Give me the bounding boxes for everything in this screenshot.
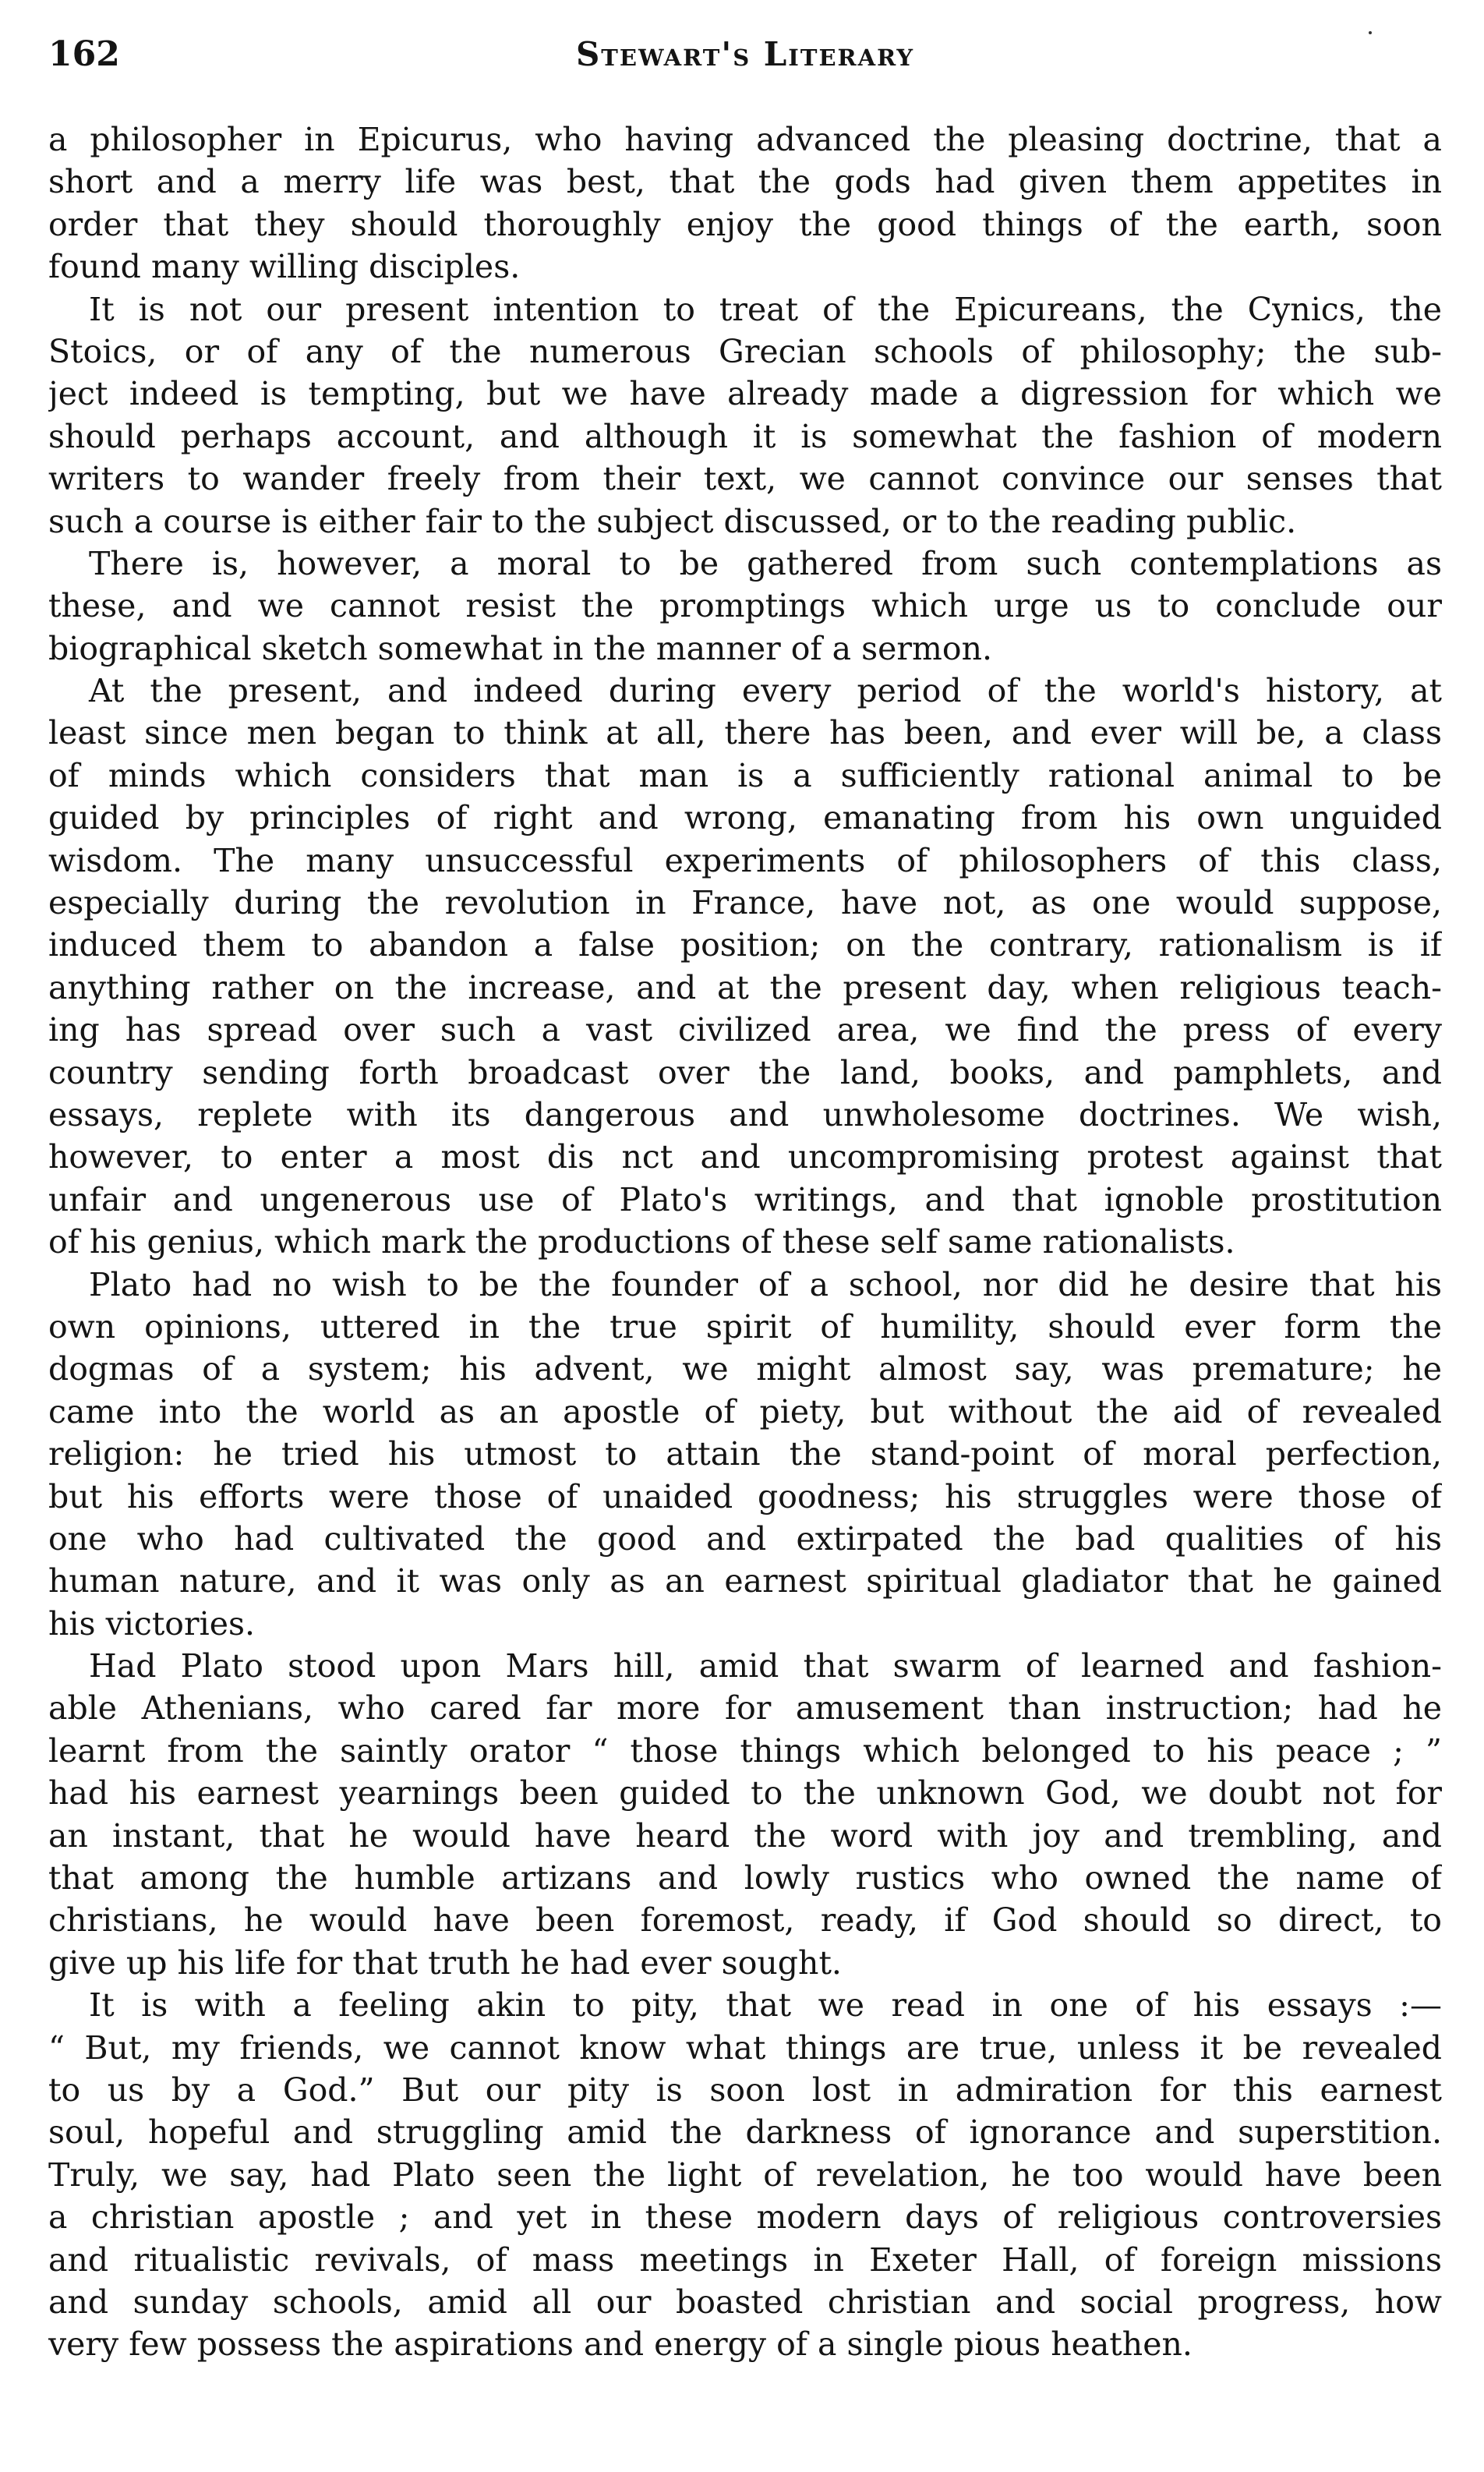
text-line: to us by a God.” But our pity is soon lost in admiration for this earnest	[48, 2071, 1442, 2109]
page-number: 162	[48, 34, 120, 74]
text-line: christians, he would have been foremost, ready, if God should so direct, to	[48, 1901, 1442, 1940]
text-line: of minds which considers that man is a sufficiently rational animal to be	[48, 756, 1442, 794]
text-line: order that they should thoroughly enjoy the good things of the earth, soon	[48, 205, 1442, 243]
text-line: writers to wander freely from their text, we cannot convince our senses that	[48, 460, 1442, 498]
text-line: and ritualistic revivals, of mass meetings in Exeter Hall, of foreign missions	[48, 2240, 1442, 2279]
text-line: should perhaps account, and although it is somewhat the fashion of modern	[48, 417, 1442, 455]
text-line: At the present, and indeed during every period of the world's history, at	[89, 672, 1442, 710]
text-line: essays, replete with its dangerous and unwholesome doctrines. We wish,	[48, 1095, 1442, 1133]
text-line: It is not our present intention to treat of the Epicureans, the Cynics, the	[89, 290, 1442, 328]
text-line: but his efforts were those of unaided goodness; his struggles were those of	[48, 1477, 1442, 1515]
text-line: anything rather on the increase, and at the present day, when religious teach-	[48, 968, 1442, 1006]
text-line: came into the world as an apostle of piety, but without the aid of revealed	[48, 1392, 1442, 1431]
text-line: soul, hopeful and struggling amid the darkness of ignorance and superstition.	[48, 2113, 1442, 2152]
running-head: Stewart's Literary	[575, 35, 915, 73]
text-line: an instant, that he would have heard the word with joy and trembling, and	[48, 1816, 1442, 1855]
text-line: It is with a feeling akin to pity, that we read in one of his essays :—	[89, 1986, 1442, 2025]
text-line: such a course is either fair to the subject discussed, or to the reading public.	[48, 502, 1297, 540]
text-line: Plato had no wish to be the founder of a school, nor did he desire that his	[89, 1265, 1442, 1303]
text-line: least since men began to think at all, there has been, and ever will be, a class	[48, 714, 1442, 752]
text-line: give up his life for that truth he had ever sought.	[48, 1943, 842, 1982]
text-line: There is, however, a moral to be gathered from such contemplations as	[89, 544, 1442, 582]
text-line: of his genius, which mark the productions of these self same rationalists.	[48, 1223, 1235, 1261]
text-line: especially during the revolution in France, have not, as one would suppose,	[48, 884, 1442, 922]
text-line: a philosopher in Epicurus, who having advanced the pleasing doctrine, that a	[48, 121, 1442, 158]
text-line: short and a merry life was best, that the gods had given them appetites in	[48, 163, 1442, 201]
text-line: own opinions, uttered in the true spirit of humility, should ever form the	[48, 1307, 1442, 1346]
text-line: had his earnest yearnings been guided to the unknown God, we doubt not for	[48, 1774, 1442, 1812]
text-line: dogmas of a system; his advent, we might almost say, was premature; he	[48, 1350, 1442, 1388]
text-line: “ But, my friends, we cannot know what things are true, unless it be revealed	[48, 2028, 1442, 2067]
text-line: and sunday schools, amid all our boasted christian and social progress, how	[48, 2283, 1442, 2321]
text-line: ing has spread over such a vast civilized area, we find the press of every	[48, 1011, 1442, 1049]
text-line: Truly, we say, had Plato seen the light of revelation, he too would have been	[48, 2155, 1442, 2194]
text-line: one who had cultivated the good and extirpated the bad qualities of his	[48, 1519, 1442, 1558]
text-line: guided by principles of right and wrong, emanating from his own unguided	[48, 799, 1442, 837]
text-line: these, and we cannot resist the promptings which urge us to conclude our	[48, 587, 1442, 625]
text-line: human nature, and it was only as an earnest spiritual gladiator that he gained	[48, 1562, 1442, 1600]
text-line: wisdom. The many unsuccessful experiments of philosophers of this class,	[48, 841, 1442, 879]
text-line: his victories.	[48, 1604, 256, 1643]
text-line: found many willing disciples.	[48, 248, 521, 286]
text-line: Had Plato stood upon Mars hill, amid that swarm of learned and fashion-	[89, 1647, 1442, 1685]
body-text	[48, 118, 1442, 2366]
print-speck	[1369, 31, 1372, 34]
text-line: Stoics, or of any of the numerous Grecian schools of philosophy; the sub-	[48, 332, 1442, 370]
page-header	[48, 31, 1442, 78]
text-line: very few possess the aspirations and energy of a single pious heathen.	[48, 2325, 1192, 2364]
text-line: biographical sketch somewhat in the manner of a sermon.	[48, 629, 993, 667]
text-line: that among the humble artizans and lowly rustics who owned the name of	[48, 1859, 1442, 1897]
text-line: a christian apostle ; and yet in these modern days of religious controversies	[48, 2198, 1442, 2237]
text-line: country sending forth broadcast over the land, books, and pamphlets, and	[48, 1053, 1442, 1091]
text-line: learnt from the saintly orator “ those things which belonged to his peace ; ”	[48, 1731, 1442, 1770]
text-line: however, to enter a most dis nct and uncompromising protest against that	[48, 1138, 1442, 1176]
text-line: able Athenians, who cared far more for amusement than instruction; had he	[48, 1689, 1442, 1728]
text-line: religion: he tried his utmost to attain the stand-point of moral perfection,	[48, 1435, 1442, 1473]
text-line: ject indeed is tempting, but we have already made a digression for which we	[48, 375, 1442, 413]
text-line: unfair and ungenerous use of Plato's writings, and that ignoble prostitution	[48, 1180, 1442, 1218]
text-line: induced them to abandon a false position; on the contrary, rationalism is if	[48, 926, 1442, 964]
